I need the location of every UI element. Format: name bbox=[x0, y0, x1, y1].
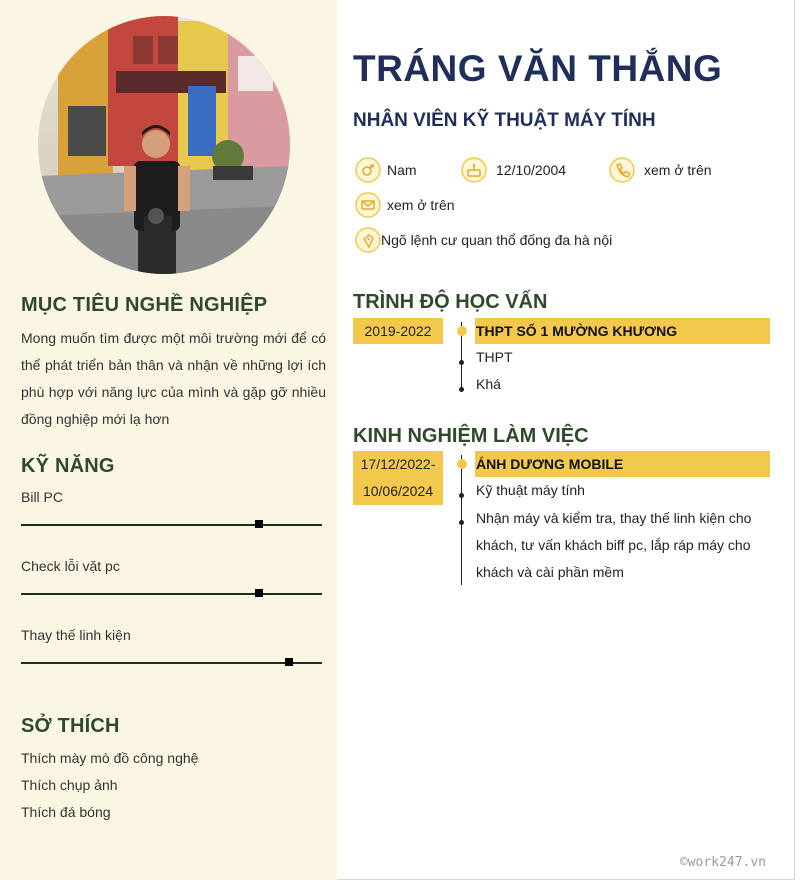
skill-name: Bill PC bbox=[21, 489, 64, 505]
watermark: ©work247.vn bbox=[679, 855, 766, 870]
education-title: TRÌNH ĐỘ HỌC VẤN bbox=[353, 291, 548, 313]
skill-bar-fill bbox=[21, 593, 259, 595]
gender-value: Nam bbox=[387, 162, 417, 178]
skill-bar bbox=[21, 662, 322, 664]
info-email bbox=[355, 192, 455, 218]
location-icon bbox=[355, 227, 381, 253]
education-school: THPT SỐ 1 MƯỜNG KHƯƠNG bbox=[475, 318, 770, 344]
experience-date-end: 10/06/2024 bbox=[362, 483, 434, 499]
timeline-bullet bbox=[459, 360, 464, 365]
skill-bar-knob bbox=[255, 589, 263, 597]
timeline-dot bbox=[457, 459, 467, 469]
experience-company: ÁNH DƯƠNG MOBILE bbox=[475, 451, 770, 477]
info-birthdate bbox=[461, 157, 566, 183]
timeline-bullet bbox=[459, 520, 464, 525]
objective-title: MỤC TIÊU NGHỀ NGHIỆP bbox=[21, 294, 268, 316]
address-value: Ngõ lệnh cư quan thổ đống đa hà nội bbox=[381, 232, 613, 248]
timeline-bullet bbox=[459, 493, 464, 498]
skill-bar bbox=[21, 524, 322, 526]
experience-detail: Nhận máy và kiểm tra, thay thế linh kiện cho khách, tư vấn khách biff pc, lắp ráp máy cho khách và cài phần mềm bbox=[476, 510, 752, 580]
skill-bar bbox=[21, 593, 322, 595]
info-phone bbox=[609, 157, 712, 183]
info-gender bbox=[355, 157, 417, 183]
skill-name: Check lỗi vặt pc bbox=[21, 558, 120, 574]
education-detail: Khá bbox=[476, 376, 501, 392]
hobby-item: Thích chụp ảnh bbox=[21, 777, 118, 793]
phone-icon bbox=[609, 157, 635, 183]
email-value: xem ở trên bbox=[387, 197, 455, 213]
skill-item bbox=[21, 558, 322, 574]
info-address bbox=[355, 227, 612, 253]
left-sidebar bbox=[0, 0, 337, 880]
education-detail: THPT bbox=[476, 349, 513, 365]
phone-value: xem ở trên bbox=[644, 162, 712, 178]
experience-date bbox=[353, 451, 443, 505]
cake-icon bbox=[461, 157, 487, 183]
skills-title: KỸ NĂNG bbox=[21, 455, 115, 477]
skill-item bbox=[21, 489, 322, 505]
experience-detail: Kỹ thuật máy tính bbox=[476, 482, 585, 498]
skill-bar-knob bbox=[285, 658, 293, 666]
education-date: 2019-2022 bbox=[353, 318, 443, 344]
gender-icon bbox=[355, 157, 381, 183]
profile-photo bbox=[38, 16, 290, 274]
timeline-dot bbox=[457, 326, 467, 336]
experience-date-start: 17/12/2022- bbox=[360, 456, 436, 472]
mail-icon bbox=[355, 192, 381, 218]
timeline-bullet bbox=[459, 387, 464, 392]
skill-bar-knob bbox=[255, 520, 263, 528]
objective-text: Mong muốn tìm được một môi trường mới để có thể phát triển bản thân và nhận về những lợi ích phù hợp với năng lực của mình và gặp gỡ nhiều đồng nghiệp mới lạ hơn bbox=[21, 330, 326, 427]
skill-bar-fill bbox=[21, 524, 259, 526]
hobby-item: Thích đá bóng bbox=[21, 804, 111, 820]
skill-name: Thay thế linh kiện bbox=[21, 627, 131, 643]
hobby-item: Thích mày mò đồ công nghệ bbox=[21, 750, 199, 766]
candidate-name: TRÁNG VĂN THẮNG bbox=[353, 48, 723, 89]
birthdate-value: 12/10/2004 bbox=[496, 162, 567, 178]
skill-item bbox=[21, 627, 322, 643]
skill-bar-fill bbox=[21, 662, 289, 664]
job-title: NHÂN VIÊN KỸ THUẬT MÁY TÍNH bbox=[353, 110, 656, 131]
hobbies-title: SỞ THÍCH bbox=[21, 715, 120, 737]
experience-title: KINH NGHIỆM LÀM VIỆC bbox=[353, 425, 589, 447]
